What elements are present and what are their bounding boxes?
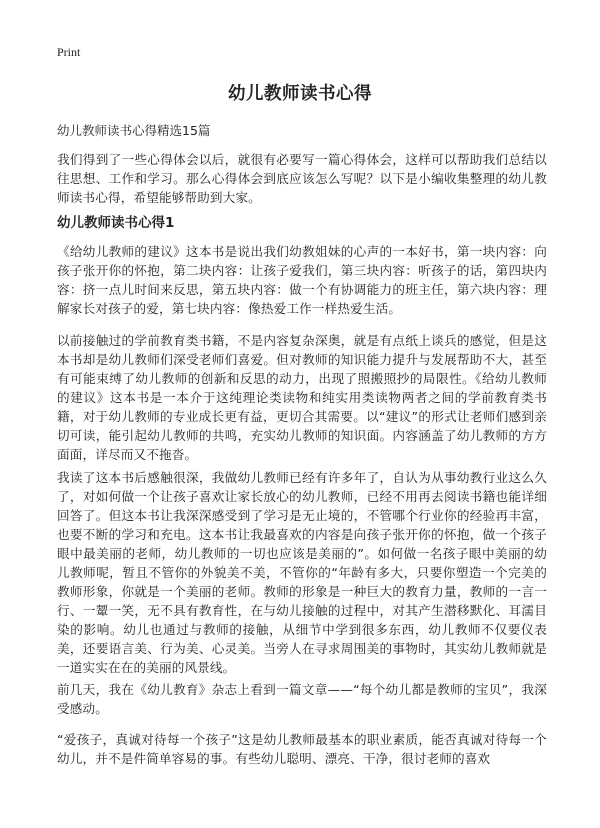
paragraph-3: 我读了这本书后感触很深，我做幼儿教师已经有许多年了，自认为从事幼教行业这么久了，对如何做一个让孩子喜欢让家长放心的幼儿教师，已经不用再去阅读书籍也能详细回答了。但这本书让我深深感受到了学习是无止境的，不管哪个行业你的经验再丰富，也要不断的学习和充电。这本书让我最喜欢的内容是向孩子张开你的怀抱，做一个孩子眼中最美丽的老师，幼儿教师的一切也应该是美丽的”。如何做一名孩子眼中美丽的幼儿教师呢，暂且不管你的外貌美不美，不管你的“年龄有多大，只要你塑造一个完美的教师形象，你就是一个美丽的老师。教师的形象是一种巨大的教育力量，教师的一言一行、一颦一笑，无不具有教育性，在与幼儿接触的过程中，对其产生潜移默化、耳濡目染的影响。幼儿也通过与教师的接触，从细节中学到很多东西，幼儿教师不仅要仪表美，还要语言美、行为美、心灵美。当旁人在寻求周围美的事物时，其实幼儿教师就是一道实实在在的美丽的风景线。 — [57, 470, 547, 675]
print-link[interactable]: Print — [57, 45, 81, 59]
paragraph-4: 前几天，我在《幼儿教育》杂志上看到一篇文章——“每个幼儿都是教师的宝贝”，我深受感动。 — [57, 682, 547, 716]
subtitle: 幼儿教师读书心得精选15篇 — [57, 123, 211, 138]
paragraph-5: “爱孩子，真诚对待每一个孩子”这是幼儿教师最基本的职业素质，能否真诚对待每一个幼儿，并不是件简单容易的事。有些幼儿聪明、漂亮、干净，很讨老师的喜欢 — [57, 732, 547, 766]
page-title: 幼儿教师读书心得 — [228, 84, 372, 104]
intro-paragraph: 我们得到了一些心得体会以后，就很有必要写一篇心得体会，这样可以帮助我们总结以往思想、工作和学习。那么心得体会到底应该怎么写呢？以下是小编收集整理的幼儿教师读书心得，希望能够帮助到大家。 — [57, 152, 547, 205]
section-heading: 幼儿教师读书心得1 — [57, 215, 175, 231]
paragraph-1: 《给幼儿教师的建议》这本书是说出我们幼教姐妹的心声的一本好书，第一块内容：向孩子张开你的怀抱，第二块内容：让孩子爱我们，第三块内容：听孩子的话，第四块内容：挤一点儿时间来反思，第五块内容：做一个有协调能力的班主任，第六块内容：理解家长对孩子的爱，第七块内容：像热爱工作一样热爱生活。 — [57, 244, 547, 316]
paragraph-2: 以前接触过的学前教育类书籍，不是内容复杂深奥，就是有点纸上谈兵的感觉，但是这本书却是幼儿教师们深受老师们喜爱。但对教师的知识能力提升与发展帮助不大，甚至有可能束缚了幼儿教师的创新和反思的动力，出现了照搬照抄的局限性。《给幼儿教师的建议》这本书是一本介于这纯理论类读物和纯实用类读物两者之间的学前教育类书籍，对于幼儿教师的专业成长更有益，更切合其需要。以“建议”的形式让老师们感到亲切可读，能引起幼儿教师的共鸣，充实幼儿教师的知识面。内容涵盖了幼儿教师的方方面面，详尽而又不拖沓。 — [57, 333, 547, 462]
